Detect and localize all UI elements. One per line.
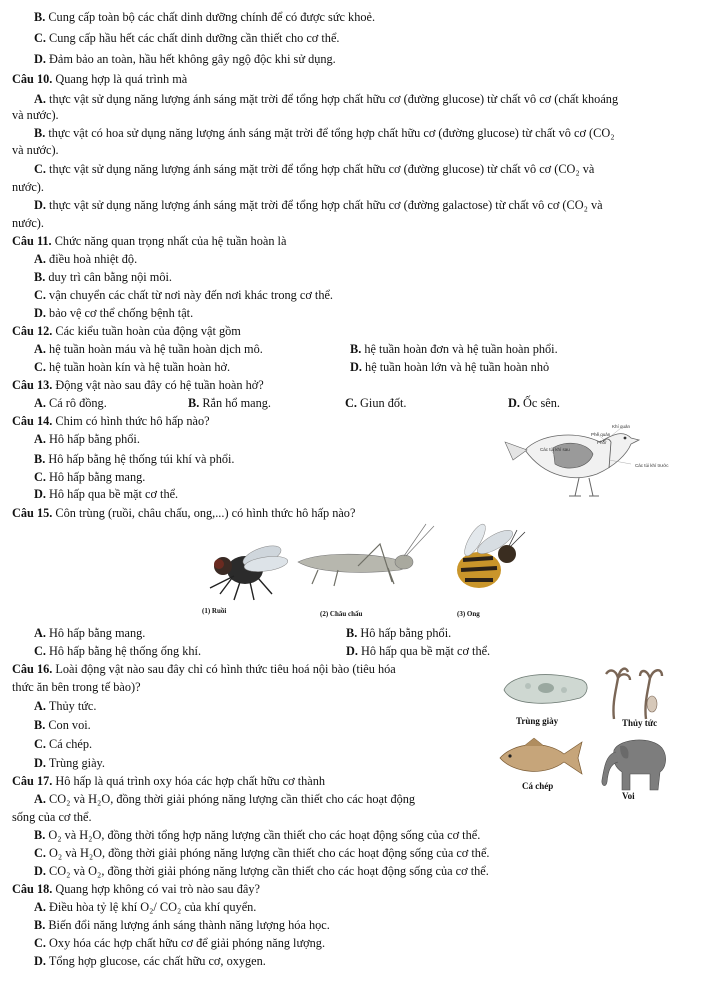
- caption-hydra: Thủy tức: [622, 718, 658, 728]
- q10-option-b-cont: và nước).: [12, 143, 59, 157]
- caption-carp: Cá chép: [522, 781, 554, 791]
- caption-elephant: Voi: [622, 791, 635, 801]
- hydra-illustration: [600, 664, 670, 719]
- q16-option-a: A. Thủy tức.: [34, 699, 97, 713]
- q14-option-a: A. Hô hấp bằng phổi.: [34, 432, 140, 446]
- q13-option-a: A. Cá rô đồng.: [34, 396, 107, 410]
- q10-option-b: B. thực vật có hoa sử dụng năng lượng ánh sáng mặt trời để tổng hợp chất hữu cơ (đường glucose) từ chất vô cơ (CO₂: [34, 126, 615, 140]
- q17-option-d: D. CO₂ và O₂, đồng thời giải phóng năng lượng cần thiết cho các hoạt động sống của cơ thể.: [34, 864, 489, 878]
- bird-label-lungs: Phổi: [597, 440, 607, 445]
- elephant-illustration: [596, 732, 671, 792]
- q15-option-b: B. Hô hấp bằng phổi.: [346, 626, 452, 640]
- q16-stem: Câu 16. Loài động vật nào sau đây chỉ có hình thức tiêu hoá nội bào (tiêu hóa: [12, 662, 396, 676]
- q18-option-c: C. Oxy hóa các hợp chất hữu cơ để giải phóng năng lượng.: [34, 936, 326, 950]
- bee-illustration: [445, 524, 535, 604]
- q17-option-a-cont: sống của cơ thể.: [12, 810, 92, 824]
- q10-option-d: D. thực vật sử dụng năng lượng ánh sáng mặt trời để tổng hợp chất hữu cơ (đường galactose) từ chất vô cơ (CO₂ và: [34, 198, 603, 212]
- q13-stem: Câu 13. Động vật nào sau đây có hệ tuần hoàn hở?: [12, 378, 264, 392]
- q13-option-c: C. Giun đốt.: [345, 396, 407, 410]
- fly-illustration: [190, 532, 300, 602]
- paramecium-illustration: [500, 668, 590, 708]
- bird-label-anterior-air-sacs: Các túi khí trước: [635, 463, 669, 468]
- q11-option-d: D. bảo vệ cơ thể chống bệnh tật.: [34, 306, 194, 320]
- q16-option-b: B. Con voi.: [34, 718, 91, 732]
- grasshopper-illustration: [288, 522, 438, 592]
- q12-option-d: D. hệ tuần hoàn lớn và hệ tuần hoàn nhỏ: [350, 360, 550, 374]
- q12-stem: Câu 12. Các kiểu tuần hoàn của động vật gồm: [12, 324, 241, 338]
- q11-stem: Câu 11. Chức năng quan trọng nhất của hệ tuần hoàn là: [12, 234, 287, 248]
- q9-option-d: D. Đảm bảo an toàn, hầu hết không gây ngộ độc khi sử dụng.: [34, 52, 336, 66]
- q14-stem: Câu 14. Chim có hình thức hô hấp nào?: [12, 414, 210, 428]
- q9-option-c: C. Cung cấp hầu hết các chất dinh dưỡng cần thiết cho cơ thể.: [34, 31, 340, 45]
- q17-stem: Câu 17. Hô hấp là quá trình oxy hóa các hợp chất hữu cơ thành: [12, 774, 326, 788]
- q11-option-c: C. vận chuyển các chất từ nơi này đến nơi khác trong cơ thể.: [34, 288, 334, 302]
- q11-option-b: B. duy trì cân bằng nội môi.: [34, 270, 172, 284]
- insect-caption-bee: (3) Ong: [457, 610, 480, 618]
- q14-option-b: B. Hô hấp bằng hệ thống túi khí và phổi.: [34, 452, 235, 466]
- q17-option-b: B. O₂ và H₂O, đồng thời tổng hợp năng lượng cần thiết cho các hoạt động sống của cơ thể.: [34, 828, 481, 842]
- q14-option-d: D. Hô hấp qua bề mặt cơ thể.: [34, 487, 179, 501]
- bird-label-bronchi: Phế quản: [591, 432, 611, 437]
- q12-option-c: C. hệ tuần hoàn kín và hệ tuần hoàn hở.: [34, 360, 231, 374]
- q11-option-a: A. điều hoà nhiệt độ.: [34, 252, 138, 266]
- insect-caption-fly: (1) Ruồi: [202, 607, 227, 615]
- bird-label-posterior-air-sacs: Các túi khí sau: [540, 447, 570, 452]
- q15-stem: Câu 15. Côn trùng (ruồi, châu chấu, ong,...) có hình thức hô hấp nào?: [12, 506, 356, 520]
- q10-option-a: A. thực vật sử dụng năng lượng ánh sáng mặt trời để tổng hợp chất hữu cơ (đường glucose) từ chất vô cơ (chất khoáng: [34, 92, 619, 106]
- q18-option-a: A. Điều hòa tỷ lệ khí O₂/ CO₂ của khí quyển.: [34, 900, 257, 914]
- q9-option-b: B. Cung cấp toàn bộ các chất dinh dưỡng chính để có được sức khoẻ.: [34, 10, 376, 24]
- q16-option-c: C. Cá chép.: [34, 737, 93, 751]
- q16-option-d: D. Trùng giày.: [34, 756, 105, 770]
- carp-illustration: [494, 736, 584, 781]
- q15-option-a: A. Hô hấp bằng mang.: [34, 626, 146, 640]
- q13-option-b: B. Rắn hổ mang.: [188, 396, 272, 410]
- caption-paramecium: Trùng giày: [516, 716, 559, 726]
- q17-option-c: C. O₂ và H₂O, đồng thời giải phóng năng lượng cần thiết cho các hoạt động sống của cơ thể.: [34, 846, 490, 860]
- q12-option-b: B. hệ tuần hoàn đơn và hệ tuần hoàn phổi.: [350, 342, 558, 356]
- q10-stem: Câu 10. Quang hợp là quá trình mà: [12, 72, 188, 86]
- q10-option-c-cont: nước).: [12, 180, 44, 194]
- q15-option-c: C. Hô hấp bằng hệ thống ống khí.: [34, 644, 202, 658]
- q13-option-d: D. Ốc sên.: [508, 396, 560, 410]
- q18-option-d: D. Tổng hợp glucose, các chất hữu cơ, oxygen.: [34, 954, 266, 968]
- q18-stem: Câu 18. Quang hợp không có vai trò nào sau đây?: [12, 882, 260, 896]
- q17-option-a: A. CO₂ và H₂O, đồng thời giải phóng năng lượng cần thiết cho các hoạt động: [34, 792, 416, 806]
- q10-option-d-cont: nước).: [12, 216, 44, 230]
- q10-option-a-cont: và nước).: [12, 108, 59, 122]
- q18-option-b: B. Biến đổi năng lượng ánh sáng thành năng lượng hóa học.: [34, 918, 330, 932]
- q15-option-d: D. Hô hấp qua bề mặt cơ thể.: [346, 644, 491, 658]
- q10-option-c: C. thực vật sử dụng năng lượng ánh sáng mặt trời để tổng hợp chất hữu cơ (đường glucose) từ chất vô cơ (CO₂ và: [34, 162, 595, 176]
- insect-caption-grasshopper: (2) Châu chấu: [320, 610, 363, 618]
- q16-stem-cont: thức ăn bên trong tế bào)?: [12, 680, 141, 694]
- bird-label-trachea: Khí quản: [612, 424, 631, 429]
- q12-option-a: A. hệ tuần hoàn máu và hệ tuần hoàn dịch mô.: [34, 342, 263, 356]
- q14-option-c: C. Hô hấp bằng mang.: [34, 470, 146, 484]
